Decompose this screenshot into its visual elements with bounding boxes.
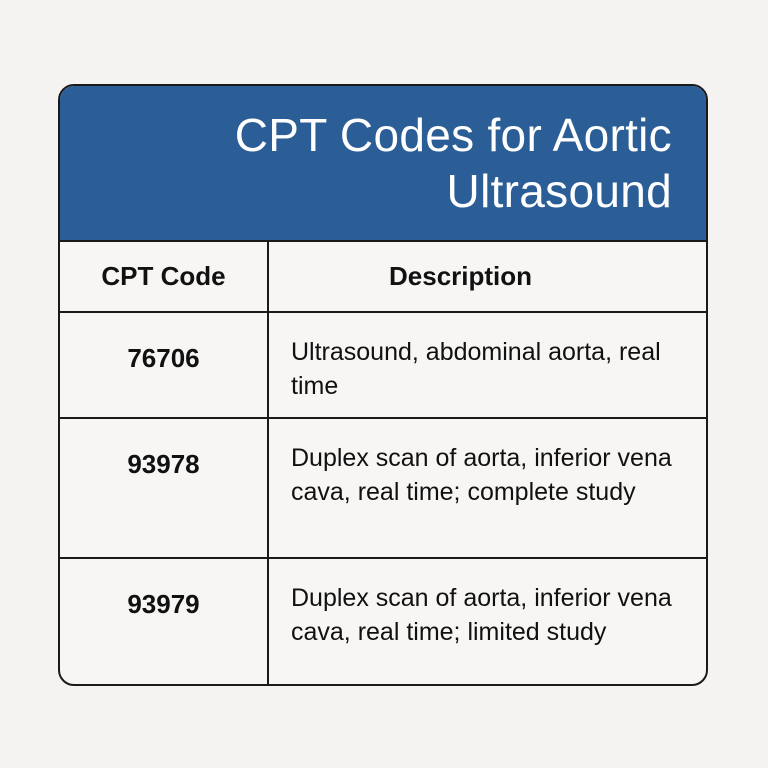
table-row bbox=[60, 558, 706, 684]
column-header-code: CPT Code bbox=[60, 242, 268, 312]
table-row bbox=[60, 312, 706, 418]
description-cell: Duplex scan of aorta, inferior vena cava, real time; limited study bbox=[291, 584, 672, 646]
description-cell: Ultrasound, abdominal aorta, real time bbox=[268, 312, 706, 418]
table-header-row bbox=[60, 242, 706, 312]
description-cell: Duplex scan of aorta, inferior vena cava, real time; complete study bbox=[268, 418, 706, 558]
column-header-description: Description bbox=[268, 242, 706, 312]
cpt-code-table bbox=[60, 242, 706, 684]
cpt-code-card bbox=[58, 84, 708, 686]
cpt-code-cell: 93978 bbox=[60, 418, 268, 558]
cpt-code-cell: 76706 bbox=[60, 312, 268, 418]
table-row bbox=[60, 418, 706, 558]
cpt-code-cell: 93979 bbox=[60, 558, 268, 684]
card-header bbox=[60, 86, 706, 242]
card-title: CPT Codes for Aortic Ultrasound bbox=[234, 109, 672, 217]
